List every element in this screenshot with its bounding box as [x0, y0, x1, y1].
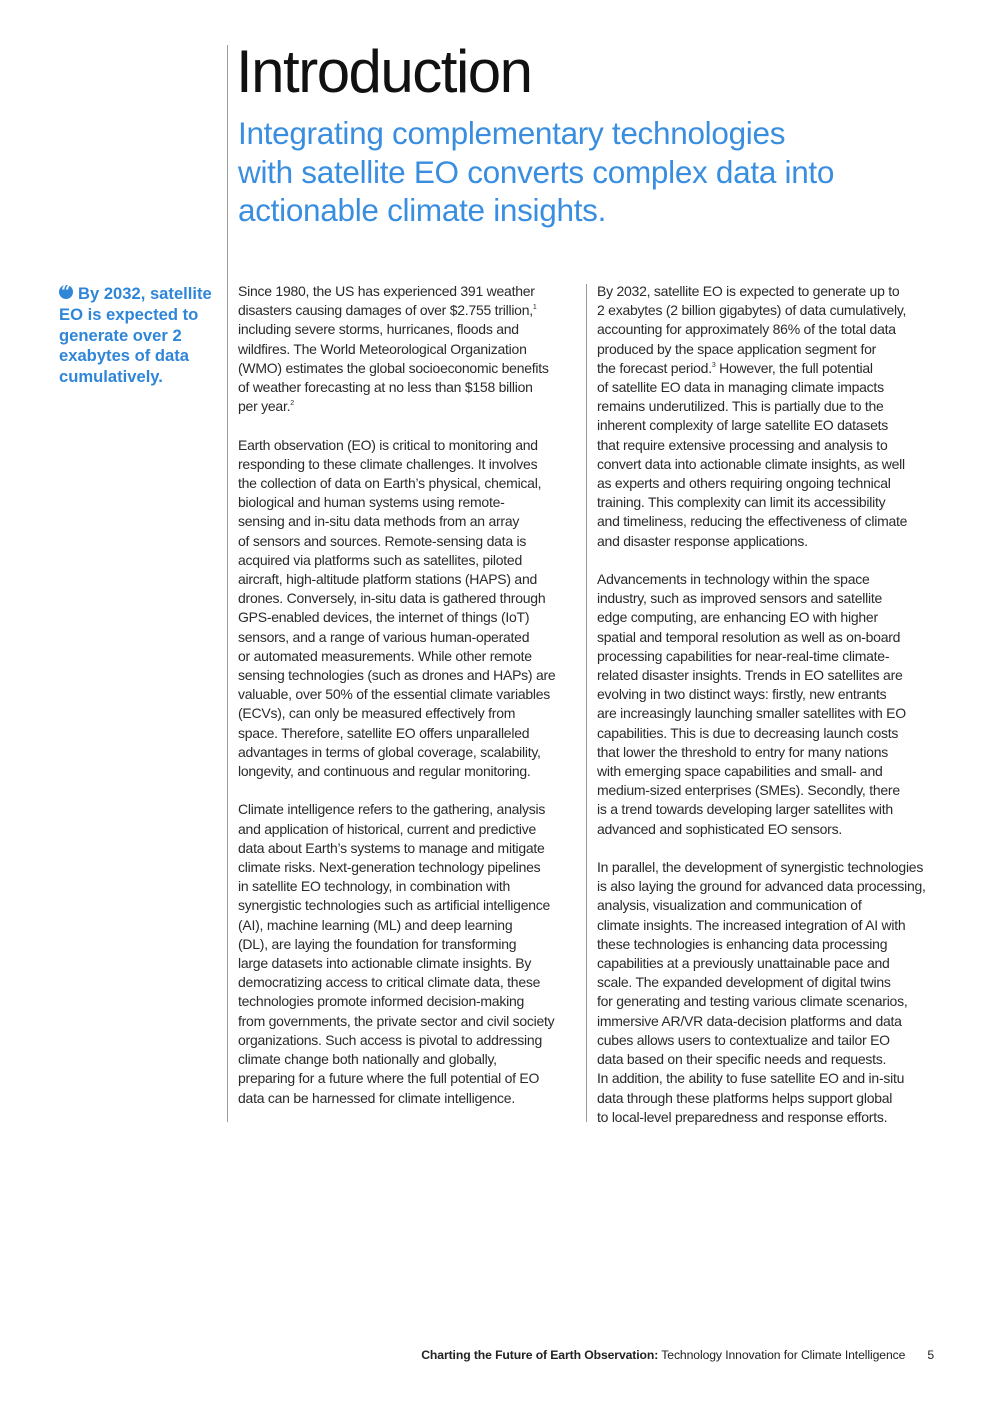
text-line: In parallel, the development of synergistic technologies [597, 859, 924, 876]
text-line: processing capabilities for near-real-time climate- [597, 647, 890, 664]
left-text-column [238, 282, 578, 1127]
page-footer [421, 1348, 934, 1362]
text-line: data based on their specific needs and requests. [597, 1051, 887, 1068]
text-line: that require extensive processing and analysis to [597, 436, 888, 453]
page-title: Introduction [236, 38, 532, 105]
text-line: capabilities at a previously unattainable pace and [597, 955, 890, 972]
text-line: for generating and testing various climate scenarios, [597, 993, 908, 1010]
header-divider-rule [227, 45, 228, 1122]
text-line: training. This complexity can limit its accessibility [597, 494, 886, 511]
paragraph-synergistic-technologies [597, 858, 937, 1127]
text-line: spatial and temporal resolution as well as on-board [597, 628, 901, 645]
text-line: produced by the space application segment for [597, 340, 877, 357]
text-line: (WMO) estimates the global socioeconomic benefits [238, 359, 549, 376]
text-line: In addition, the ability to fuse satellite EO and in-situ [597, 1070, 905, 1087]
text-line: medium-sized enterprises (SMEs). Secondly, there [597, 782, 900, 799]
text-line: related disaster insights. Trends in EO satellites are [597, 667, 903, 684]
pull-quote-line: generate over 2 [59, 325, 182, 345]
text-line: data through these platforms helps support global [597, 1089, 893, 1106]
quote-icon [59, 285, 73, 299]
paragraph-technology-advancements [597, 570, 937, 839]
text-line: GPS-enabled devices, the internet of things (IoT) [238, 609, 530, 626]
text-line: Climate intelligence refers to the gathering, analysis [238, 801, 546, 818]
footnote-ref: 2 [290, 400, 294, 408]
text-line: advanced and sophisticated EO sensors. [597, 820, 842, 837]
text-line: and timeliness, reducing the effectiveness of climate [597, 513, 908, 530]
text-line: biological and human systems using remote- [238, 494, 505, 511]
text-line: and application of historical, current and predictive [238, 820, 537, 837]
text-line [238, 301, 578, 320]
text-line: advantages in terms of global coverage, scalability, [238, 743, 541, 760]
page-subtitle [238, 114, 918, 230]
text-segment: disasters causing damages of over $2.755 trillion, [238, 302, 533, 319]
text-line: as experts and others requiring ongoing technical [597, 475, 891, 492]
text-line: from governments, the private sector and civil society [238, 1012, 555, 1029]
column-divider-rule [586, 284, 587, 1122]
text-line: including severe storms, hurricanes, floods and [238, 321, 519, 338]
text-line: convert data into actionable climate insights, as well [597, 455, 905, 472]
pull-quote-line: cumulatively. [59, 367, 163, 387]
text-line: valuable, over 50% of the essential climate variables [238, 686, 551, 703]
paragraph-data-volume [597, 282, 937, 551]
text-line: or automated measurements. While other remote [238, 647, 532, 664]
text-line: that lower the threshold to entry for many nations [597, 743, 888, 760]
pull-quote-line: exabytes of data [59, 346, 190, 366]
text-line [238, 397, 578, 416]
text-line: the collection of data on Earth’s physical, chemical, [238, 475, 542, 492]
right-text-column [597, 282, 937, 1146]
footer-report-subtitle: Technology Innovation for Climate Intelligence [658, 1348, 906, 1362]
text-line: of sensors and sources. Remote-sensing data is [238, 532, 527, 549]
pull-quote-text: By 2032, satellite [78, 284, 212, 303]
text-line: aircraft, high-altitude platform stations (HAPS) and [238, 571, 538, 588]
text-line: synergistic technologies such as artificial intelligence [238, 897, 551, 914]
text-line: is also laying the ground for advanced data processing, [597, 878, 926, 895]
text-line: of weather forecasting at no less than $158 billion [238, 379, 533, 396]
text-line: large datasets into actionable climate insights. By [238, 955, 532, 972]
footnote-ref: 3 [711, 361, 716, 369]
subtitle-line: Integrating complementary technologies [238, 115, 786, 151]
text-line: to local-level preparedness and response efforts. [597, 1108, 888, 1125]
text-line: 2 exabytes (2 billion gigabytes) of data cumulatively, [597, 302, 907, 319]
text-line: organizations. Such access is pivotal to addressing [238, 1031, 542, 1048]
text-line: space. Therefore, satellite EO offers unparalleled [238, 724, 530, 741]
text-line: climate change both nationally and globally, [238, 1051, 497, 1068]
text-line: edge computing, are enhancing EO with higher [597, 609, 878, 626]
text-line [597, 359, 937, 378]
text-line: (AI), machine learning (ML) and deep learning [238, 916, 513, 933]
text-line: cubes allows users to contextualize and tailor EO [597, 1031, 890, 1048]
subtitle-line: with satellite EO converts complex data into [238, 153, 835, 190]
text-line: are increasingly launching smaller satellites with EO [597, 705, 906, 722]
text-line: sensing and in-situ data methods from an array [238, 513, 520, 530]
text-line: By 2032, satellite EO is expected to generate up to [597, 283, 900, 299]
text-line: scale. The expanded development of digital twins [597, 974, 891, 991]
text-line: Advancements in technology within the space [597, 571, 870, 588]
text-line: and disaster response applications. [597, 532, 808, 549]
text-line: climate insights. The increased integration of AI with [597, 916, 906, 933]
pull-quote [59, 284, 221, 388]
text-line: preparing for a future where the full potential of EO [238, 1070, 540, 1087]
text-line: of satellite EO data in managing climate impacts [597, 379, 884, 396]
text-line: (ECVs), can only be measured effectively from [238, 705, 516, 722]
text-line: technologies promote informed decision-making [238, 993, 525, 1010]
paragraph-earth-observation [238, 436, 578, 782]
text-segment: However, the full potential [715, 359, 873, 376]
text-line: with emerging space capabilities and small- and [597, 763, 883, 780]
text-line: longevity, and continuous and regular monitoring. [238, 763, 531, 780]
footer-report-title: Charting the Future of Earth Observation: [421, 1348, 659, 1362]
text-line: accounting for approximately 86% of the total data [597, 321, 896, 338]
text-line: is a trend towards developing larger satellites with [597, 801, 893, 818]
footnote-ref: 1 [532, 304, 537, 312]
text-line: capabilities. This is due to decreasing launch costs [597, 724, 899, 741]
text-line: remains underutilized. This is partially due to the [597, 398, 884, 415]
page-number: 5 [927, 1348, 934, 1362]
text-line: sensors, and a range of various human-operated [238, 628, 530, 645]
pull-quote-line: EO is expected to [59, 304, 199, 324]
text-line: immersive AR/VR data-decision platforms and data [597, 1012, 902, 1029]
text-line: these technologies is enhancing data processing [597, 935, 888, 952]
text-line: democratizing access to critical climate data, these [238, 974, 541, 991]
text-line: inherent complexity of large satellite EO datasets [597, 417, 888, 434]
text-line: sensing technologies (such as drones and HAPs) are [238, 667, 556, 684]
text-line: drones. Conversely, in-situ data is gathered through [238, 590, 546, 607]
text-segment: per year. [238, 398, 291, 415]
paragraph-climate-intelligence [238, 800, 578, 1107]
text-line: Earth observation (EO) is critical to monitoring and [238, 436, 538, 453]
text-segment: the forecast period. [597, 359, 712, 376]
text-line: industry, such as improved sensors and satellite [597, 590, 882, 607]
text-line: data can be harnessed for climate intelligence. [238, 1089, 515, 1106]
subtitle-line: actionable climate insights. [238, 192, 607, 228]
text-line: in satellite EO technology, in combination with [238, 878, 511, 895]
text-line: acquired via platforms such as satellites, piloted [238, 551, 522, 568]
pull-quote-line-1 [59, 284, 221, 305]
text-line: (DL), are laying the foundation for transforming [238, 935, 517, 952]
text-line: evolving in two distinct ways: firstly, new entrants [597, 686, 887, 703]
text-line: wildfires. The World Meteorological Organization [238, 340, 527, 357]
text-line: data about Earth’s systems to manage and mitigate [238, 839, 545, 856]
text-line: Since 1980, the US has experienced 391 weather [238, 283, 535, 299]
text-line: climate risks. Next-generation technology pipelines [238, 859, 541, 876]
paragraph-weather-disasters [238, 282, 578, 416]
text-line: analysis, visualization and communication of [597, 897, 862, 914]
text-line: responding to these climate challenges. It involves [238, 455, 538, 472]
